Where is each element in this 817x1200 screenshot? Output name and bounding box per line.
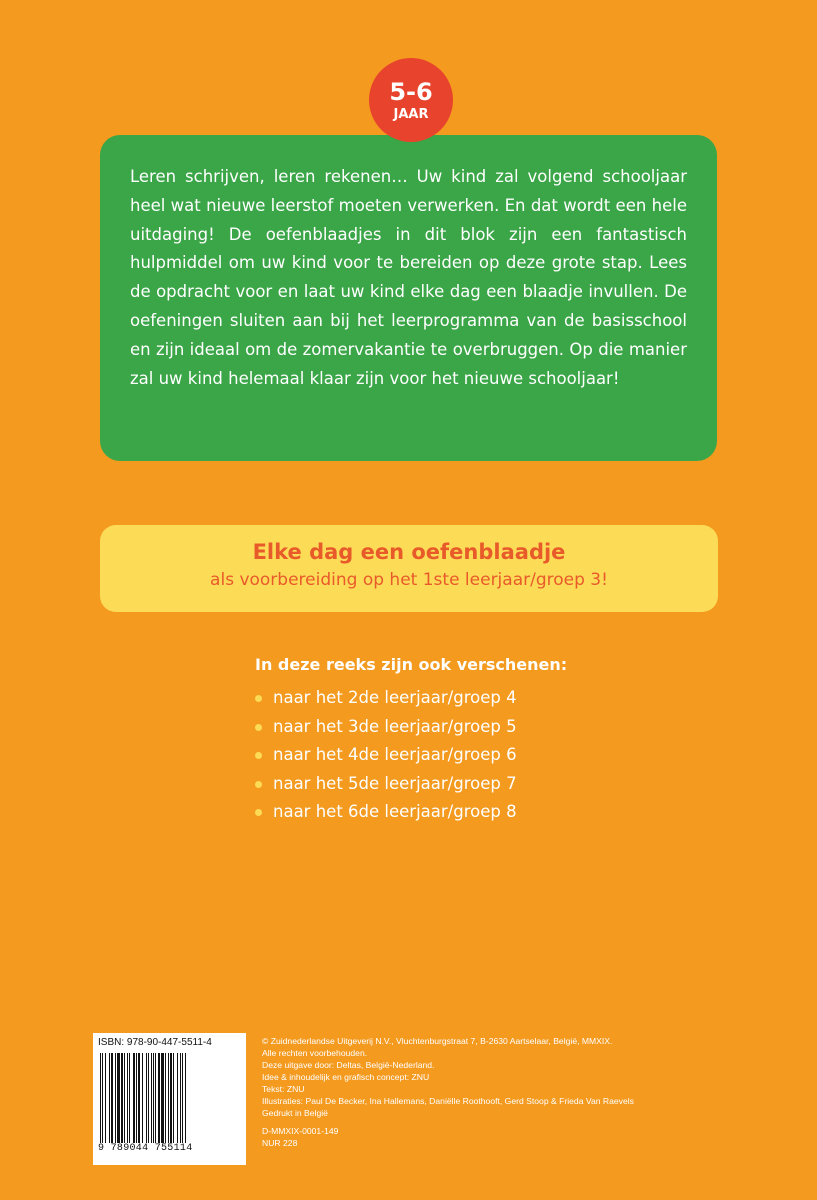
- age-range: 5-6: [389, 77, 433, 106]
- highlight-banner: [100, 525, 718, 612]
- intro-text-box: [100, 135, 717, 461]
- imprint-line: © Zuidnederlandse Uitgeverij N.V., Vluchtenburgstraat 7, B-2630 Aartselaar, België, MMXIX.: [262, 1036, 613, 1046]
- series-heading: In deze reeks zijn ook verschenen:: [255, 655, 568, 674]
- barcode-digits: 9 789044 755114: [98, 1143, 193, 1154]
- age-unit: JAAR: [393, 106, 429, 122]
- series-list: [255, 684, 655, 827]
- highlight-title: Elke dag een oefenblaadje: [252, 540, 566, 564]
- imprint-line: Gedrukt in België: [262, 1108, 328, 1118]
- imprint-code: D-MMXIX-0001-149: [262, 1126, 339, 1136]
- barcode-icon: [98, 1053, 241, 1143]
- bullet-icon: [255, 695, 262, 702]
- list-item: naar het 2de leerjaar/groep 4: [255, 684, 655, 713]
- list-item: naar het 5de leerjaar/groep 7: [255, 770, 655, 799]
- intro-text: Leren schrijven, leren rekenen… Uw kind zal volgend schooljaar heel wat nieuwe leerstof moeten verwerken. En dat wordt een hele uitdaging! De oefenblaadjes in dit blok zijn een fantastisch hulpmiddel om uw kind voor te bereiden op deze grote stap. Lees de opdracht voor en laat uw kind elke dag een blaadje invullen. De oefeningen sluiten aan bij het leerprogramma van de basisschool en zijn ideaal om de zomervakantie te overbruggen. Op die manier zal uw kind helemaal klaar zijn voor het nieuwe schooljaar!: [130, 167, 687, 388]
- imprint-line: Alle rechten voorbehouden.: [262, 1048, 368, 1058]
- highlight-subtitle: als voorbereiding op het 1ste leerjaar/groep 3!: [210, 570, 608, 590]
- imprint-code: NUR 228: [262, 1138, 298, 1148]
- list-item: naar het 6de leerjaar/groep 8: [255, 798, 655, 827]
- imprint-line: Idee & inhoudelijk en grafisch concept: ZNU: [262, 1072, 430, 1082]
- imprint-line: Tekst: ZNU: [262, 1084, 305, 1094]
- list-item: naar het 3de leerjaar/groep 5: [255, 713, 655, 742]
- imprint: [262, 1035, 702, 1149]
- age-badge: [369, 58, 453, 142]
- bullet-icon: [255, 724, 262, 731]
- imprint-line: Deze uitgave door: Deltas, België-Nederland.: [262, 1060, 435, 1070]
- imprint-line: Illustraties: Paul De Becker, Ina Hallemans, Daniëlle Roothooft, Gerd Stoop & Frieda Van Raevels: [262, 1096, 634, 1106]
- list-item: naar het 4de leerjaar/groep 6: [255, 741, 655, 770]
- series-list-section: [255, 654, 655, 827]
- isbn-label: ISBN: 978-90-447-5511-4: [98, 1037, 212, 1048]
- bullet-icon: [255, 752, 262, 759]
- bullet-icon: [255, 781, 262, 788]
- bullet-icon: [255, 809, 262, 816]
- barcode-box: [93, 1033, 246, 1165]
